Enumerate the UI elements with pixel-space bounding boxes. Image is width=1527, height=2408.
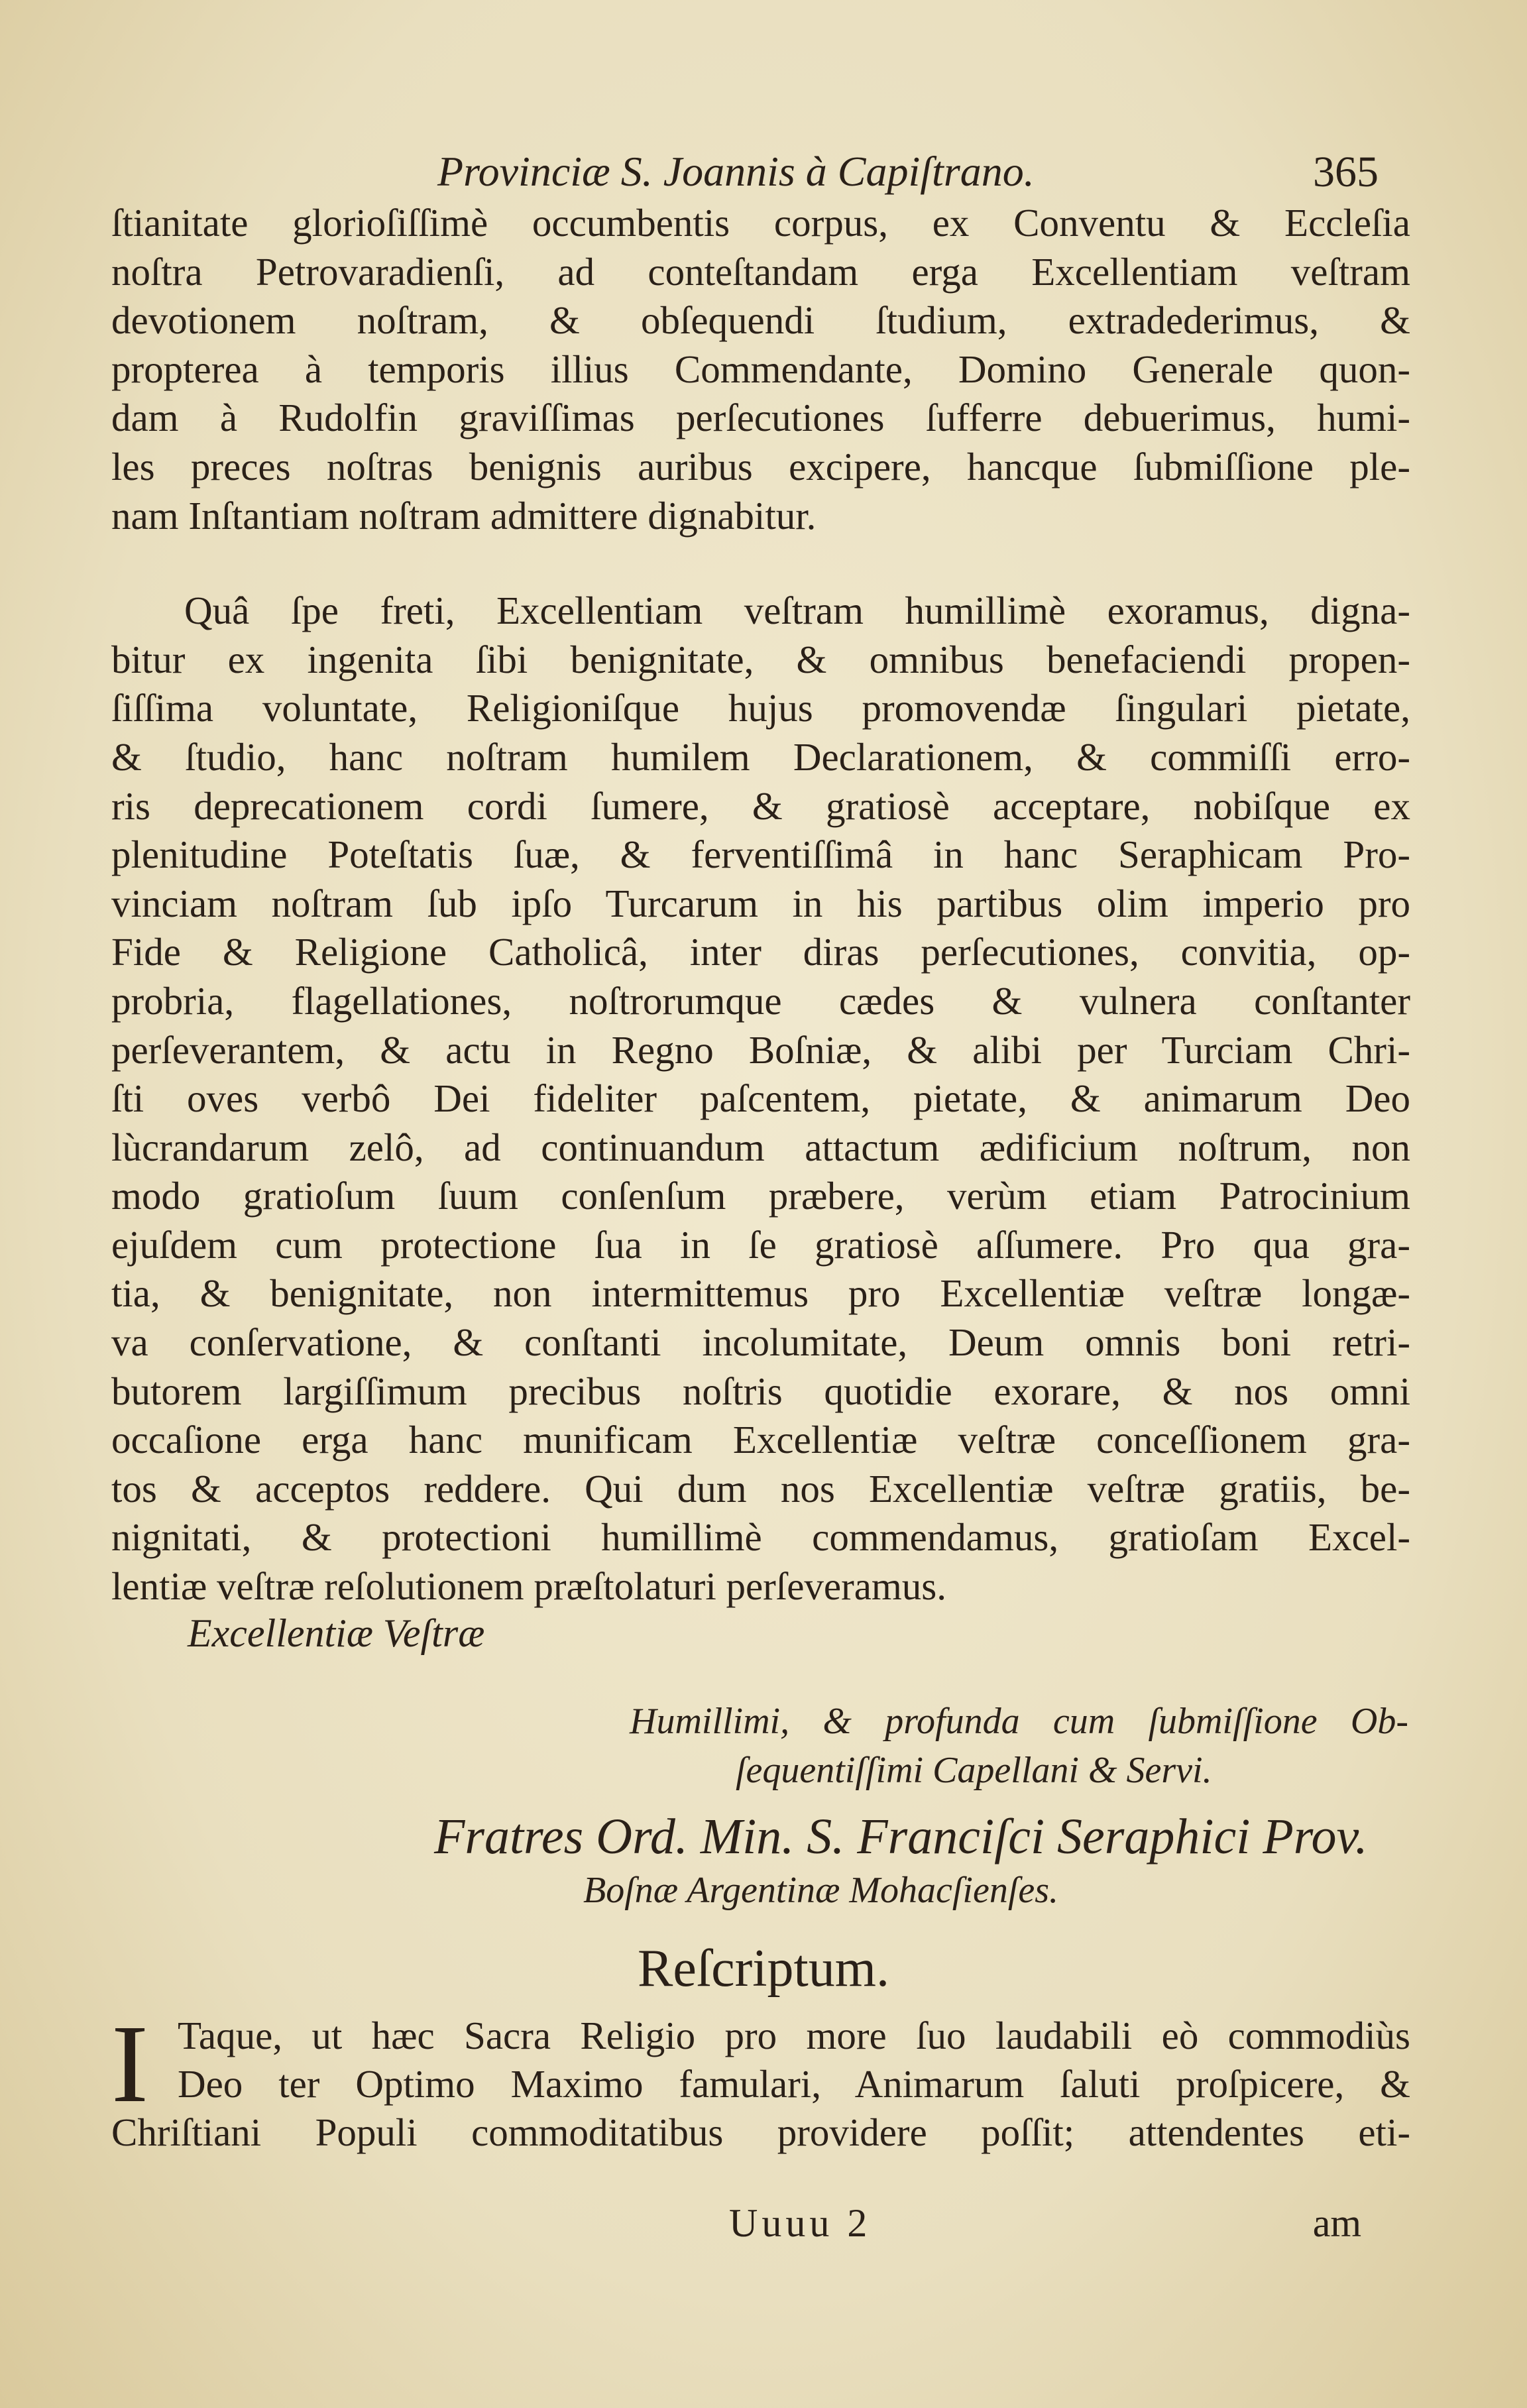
text-line: Taque, ut hæc Sacra Religio pro more ſuo laudabili eò commodiùs — [178, 2014, 1410, 2057]
text-line: propterea à temporis illius Commendante, Domino Generale quon- — [111, 347, 1410, 391]
paragraph-continuation — [111, 199, 1410, 540]
text-line: nam Inſtantiam noſtram admittere dignabitur. — [111, 493, 817, 538]
text-line: Deo ter Optimo Maximo famulari, Animarum ſaluti proſpicere, & — [178, 2062, 1410, 2106]
text-line: Fide & Religione Catholicâ, inter diras perſecutiones, convitia, op- — [111, 930, 1410, 974]
paragraph-gap — [111, 540, 1410, 587]
rescript-heading: Reſcriptum. — [638, 1939, 889, 1998]
body-text — [111, 199, 1410, 1611]
text-line: lùcrandarum zelô, ad continuandum attactum ædificium noſtrum, non — [111, 1125, 1410, 1169]
text-line: va conſervatione, & conſtanti incolumitate, Deum omnis boni retri- — [111, 1320, 1410, 1365]
text-line: ejuſdem cum protectione ſua in ſe gratiosè aſſumere. Pro qua gra- — [111, 1222, 1410, 1267]
signature-line-3: Fratres Ord. Min. S. Franciſci Seraphici Prov. — [434, 1809, 1368, 1864]
text-line: nignitati, & protectioni humillimè commendamus, gratioſam Excel- — [111, 1515, 1410, 1560]
signature-line-2: ſequentiſſimi Capellani & Servi. — [736, 1750, 1212, 1791]
text-line: dam à Rudolfin graviſſimas perſecutiones ſufferre debuerimus, humi- — [111, 396, 1410, 440]
text-line: ris deprecationem cordi ſumere, & gratiosè acceptare, nobiſque ex — [111, 783, 1410, 828]
text-line: bitur ex ingenita ſibi benignitate, & omnibus benefaciendi propen- — [111, 637, 1410, 681]
text-line: tia, & benignitate, non intermittemus pro Excellentiæ veſtræ longæ- — [111, 1271, 1410, 1316]
page-number: 365 — [1313, 148, 1379, 196]
text-line: Quâ ſpe freti, Excellentiam veſtram humillimè exoramus, digna- — [184, 589, 1410, 633]
text-line: ſiſſima voluntate, Religioniſque hujus promovendæ ſingulari pietate, — [111, 686, 1410, 730]
text-line: Chriſtiani Populi commoditatibus providere poſſit; attendentes eti- — [111, 2110, 1410, 2154]
text-line: noſtra Petrovaradienſi, ad conteſtandam erga Excellentiam veſtram — [111, 249, 1410, 294]
text-line: occaſione erga hanc munificam Excellentiæ veſtræ conceſſionem gra- — [111, 1418, 1410, 1462]
catchword: am — [1312, 2201, 1361, 2245]
text-line: vinciam noſtram ſub ipſo Turcarum in his partibus olim imperio pro — [111, 881, 1410, 925]
drop-cap: I — [111, 2002, 148, 2126]
running-title: Provinciæ S. Joannis à Capiſtrano. — [437, 148, 1035, 195]
signature-block — [630, 1697, 1408, 1795]
signature-line-1: Humillimi, & profunda cum ſubmiſſione Ob- — [630, 1701, 1408, 1742]
text-line: plenitudine Poteſtatis ſuæ, & ferventiſſimâ in hanc Seraphicam Pro- — [111, 832, 1410, 877]
paragraph-petition — [111, 587, 1410, 1611]
text-line: devotionem noſtram, & obſequendi ſtudium, extradederimus, & — [111, 298, 1410, 343]
text-line: lentiæ veſtræ reſolutionem præſtolaturi perſeveramus. — [111, 1564, 947, 1609]
text-line: butorem largiſſimum precibus noſtris quotidie exorare, & nos omni — [111, 1369, 1410, 1413]
text-line: modo gratioſum ſuum conſenſum præbere, verùm etiam Patrocinium — [111, 1174, 1410, 1218]
signature-line-4: Boſnæ Argentinæ Mohacſienſes. — [583, 1870, 1059, 1911]
text-line: ſtianitate glorioſiſſimè occumbentis corpus, ex Conventu & Eccleſia — [111, 201, 1410, 245]
rescript-body — [111, 2002, 1410, 2157]
text-line: perſeverantem, & actu in Regno Boſniæ, & alibi per Turciam Chri- — [111, 1027, 1410, 1072]
text-line: tos & acceptos reddere. Qui dum nos Excellentiæ veſtræ gratiis, be- — [111, 1466, 1410, 1511]
salutation: Excellentiæ Veſtræ — [188, 1611, 485, 1655]
signature-mark: Uuuu 2 — [729, 2201, 872, 2245]
text-line: ſti oves verbô Dei fideliter paſcentem, pietate, & animarum Deo — [111, 1076, 1410, 1121]
text-line: & ſtudio, hanc noſtram humilem Declarationem, & commiſſi erro- — [111, 734, 1410, 779]
text-line: probria, flagellationes, noſtrorumque cædes & vulnera conſtanter — [111, 978, 1410, 1023]
text-line: les preces noſtras benignis auribus excipere, hancque ſubmiſſione ple- — [111, 444, 1410, 488]
